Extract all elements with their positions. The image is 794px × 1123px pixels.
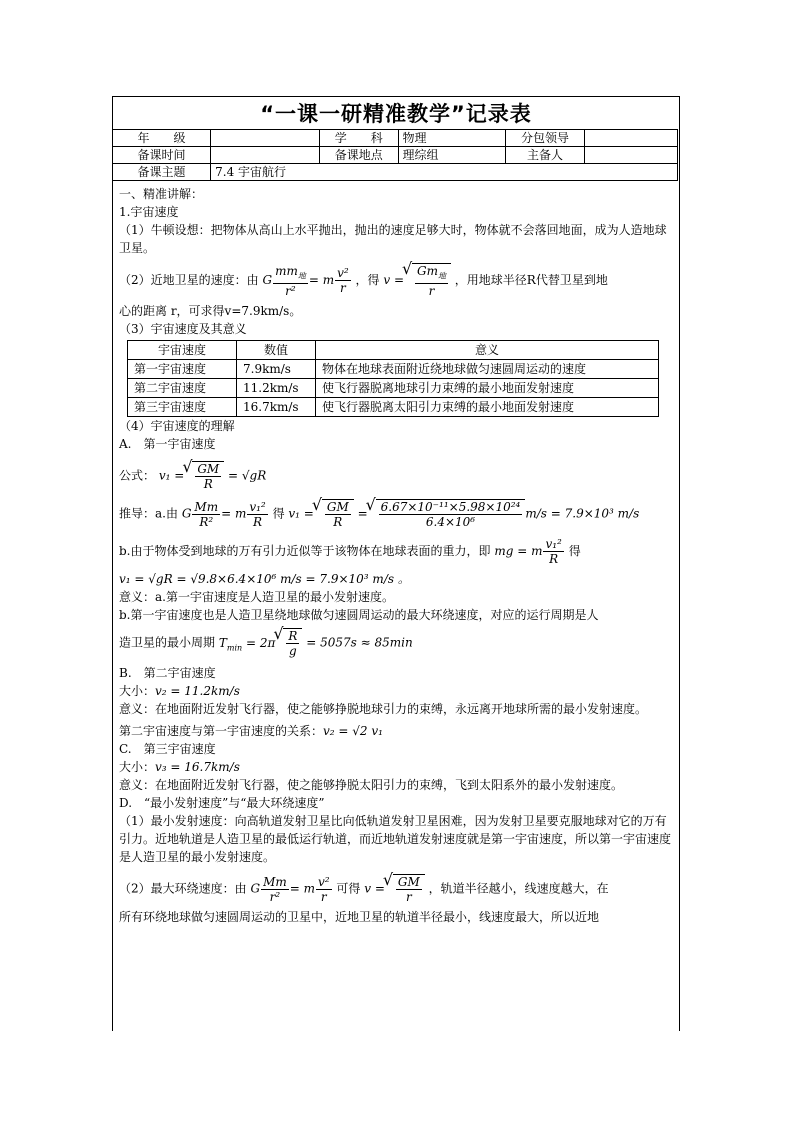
text: 得 [272, 506, 285, 521]
subject-value: 物理 [398, 130, 506, 147]
place-label: 备课地点 [320, 147, 399, 164]
max-orbit-speed-line: （2）最大环绕速度：由 G $\frac{Mm}{\text{r²}}$ = m $\frac{\text{v²}}{r}$ 可得 v = √ $\frac{GM}{r}$ ，轨道半径越小，线速度越大，在 [119, 874, 675, 904]
time-label: 备课时间 [113, 147, 211, 164]
header-table [112, 129, 678, 181]
cell: 16.7km/s [237, 398, 316, 417]
second-speed-relation [119, 722, 675, 740]
cell: 第二宇宙速度 [128, 379, 237, 398]
cell: 7.9km/s [237, 360, 316, 379]
lesson-content [119, 185, 675, 926]
text: 得 [568, 544, 581, 559]
table-row [128, 398, 659, 417]
value: v₂ = √2 v₁ [323, 724, 383, 739]
near-earth-speed-line: （2）近地卫星的速度：由 G $\frac{mm_地}{\text{r²}}$ = m $\frac{\text{v²}}{r}$ ，得 v = √ $\frac{Gm_地}{r}$ ，用地球半径R代替卫星到地 [119, 263, 675, 298]
topic-label: 备课主题 [113, 164, 211, 181]
understanding-heading: （4）宇宙速度的理解 [119, 419, 235, 434]
main-preparer-value [584, 147, 677, 164]
grade-label: 年 级 [113, 130, 211, 147]
topic-value: 7.4 宇宙航行 [211, 164, 678, 181]
text: 推导：a.由 [119, 506, 178, 521]
text: （2）近地卫星的速度：由 [119, 273, 259, 288]
text: b.由于物体受到地球的万有引力近似等于该物体在地球表面的重力，即 [119, 544, 491, 559]
text: 公式： [119, 468, 156, 483]
first-speed-meaning-a: 意义：a.第一宇宙速度是人造卫星的最小发射速度。 [119, 590, 394, 605]
section-heading: 一、精准讲解： [119, 187, 204, 201]
second-speed-title: B. 第二宇宙速度 [119, 666, 216, 681]
text: = 5057s ≈ 85min [306, 635, 413, 650]
lead-label: 分包领导 [506, 130, 585, 147]
max-orbit-speed-continued: 所有环绕地球做匀速圆周运动的卫星中，近地卫星的轨道半径最小，线速度最大，所以近地 [119, 910, 600, 925]
time-value [211, 147, 320, 164]
grade-value [211, 130, 320, 147]
cell: 第三宇宙速度 [128, 398, 237, 417]
table-head-speed: 宇宙速度 [128, 341, 237, 360]
speed-table-heading: （3）宇宙速度及其意义 [119, 322, 247, 337]
cell: 11.2km/s [237, 379, 316, 398]
third-speed-size [119, 758, 675, 776]
table-head-meaning: 意义 [316, 341, 659, 360]
first-speed-title: A. 第一宇宙速度 [119, 437, 216, 452]
text: 第二宇宙速度与第一宇宙速度的关系： [119, 724, 324, 739]
text: ，轨道半径越小，线速度越大，在 [428, 881, 609, 896]
min-period-line: 造卫星的最小周期 $T_{min} = 2\pi$ √ $\frac{R}{g}$ = 5057s ≈ 85min [119, 628, 675, 658]
lead-value [584, 130, 677, 147]
text: ，得 [355, 273, 380, 288]
value: v₃ = 16.7km/s [155, 760, 240, 775]
first-speed-meaning-b: b.第一宇宙速度也是人造卫星绕地球做匀速圆周运动的最大环绕速度，对应的运行周期是人 [119, 608, 599, 623]
text: 可得 [336, 881, 361, 896]
second-speed-size [119, 682, 675, 700]
cell: 第一宇宙速度 [128, 360, 237, 379]
second-speed-meaning: 意义：在地面附近发射飞行器，使之能够挣脱地球引力的束缚，永远离开地球所需的最小发射速度。 [119, 702, 648, 717]
page-title: “一课一研精准教学”记录表 [260, 102, 532, 126]
min-vs-max-title: D. “最小发射速度”与“最大环绕速度” [119, 796, 325, 811]
text: 造卫星的最小周期 [119, 635, 216, 650]
near-earth-speed-result: 心的距离 r，可求得v=7.9km/s。 [119, 304, 302, 319]
record-form [112, 96, 680, 1031]
text: 大小： [119, 684, 156, 699]
value: v₂ = 11.2km/s [155, 684, 240, 699]
main-preparer-label: 主备人 [506, 147, 585, 164]
table-head-value: 数值 [237, 341, 316, 360]
cell: 使飞行器脱离太阳引力束缚的最小地面发射速度 [316, 398, 659, 417]
derivation-b: b.由于物体受到地球的万有引力近似等于该物体在地球表面的重力，即 mg = m $\frac{\text{v₁²}}{R}$ 得 [119, 537, 581, 567]
table-row [128, 360, 659, 379]
third-speed-meaning: 意义：在地面附近发射飞行器，使之能够挣脱太阳引力的束缚，飞到太阳系外的最小发射速度。 [119, 778, 624, 793]
newton-idea: （1）牛顿设想：把物体从高山上水平抛出，抛出的速度足够大时，物体就不会落回地面，成为人造地球卫星。 [119, 223, 667, 255]
derivation-a: 推导：a.由 G $\frac{Mm}{\text{R²}}$ = m $\frac{\text{v₁²}}{R}$ 得 v₁ = √ $\frac{GM}{R}$ = √ $\frac{\text{6.67×10⁻¹¹×5.98×10²⁴}}{\text{6.4×10⁶}}$ m/s = 7.9×10³ m/s [119, 499, 675, 529]
text: 大小： [119, 760, 156, 775]
min-launch-speed: （1）最小发射速度：向高轨道发射卫星比向低轨道发射卫星困难，因为发射卫星要克服地球对它的万有引力。近地轨道是人造卫星的最低运行轨道，而近地轨道发射速度就是第一宇宙速度，所以第一宇宙速度是人造卫星的最小发射速度。 [119, 814, 672, 865]
derivation-b-result: v₁ = √gR = √9.8×6.4×10⁶ m/s = 7.9×10³ m/s 。 [119, 572, 410, 587]
table-row [128, 379, 659, 398]
cell: 使飞行器脱离地球引力束缚的最小地面发射速度 [316, 379, 659, 398]
cosmic-speed-table [127, 340, 659, 417]
first-speed-formula: 公式： v₁ = √ $\frac{GM}{R}$ = √gR [119, 461, 675, 491]
cell: 物体在地球表面附近绕地球做匀速圆周运动的速度 [316, 360, 659, 379]
subject-label: 学 科 [320, 130, 399, 147]
text: （2）最大环绕速度：由 [119, 881, 247, 896]
place-value: 理综组 [398, 147, 506, 164]
text: ，用地球半径R代替卫星到地 [454, 273, 608, 288]
third-speed-title: C. 第三宇宙速度 [119, 742, 216, 757]
subheading-cosmic-speed: 1.宇宙速度 [119, 205, 179, 219]
